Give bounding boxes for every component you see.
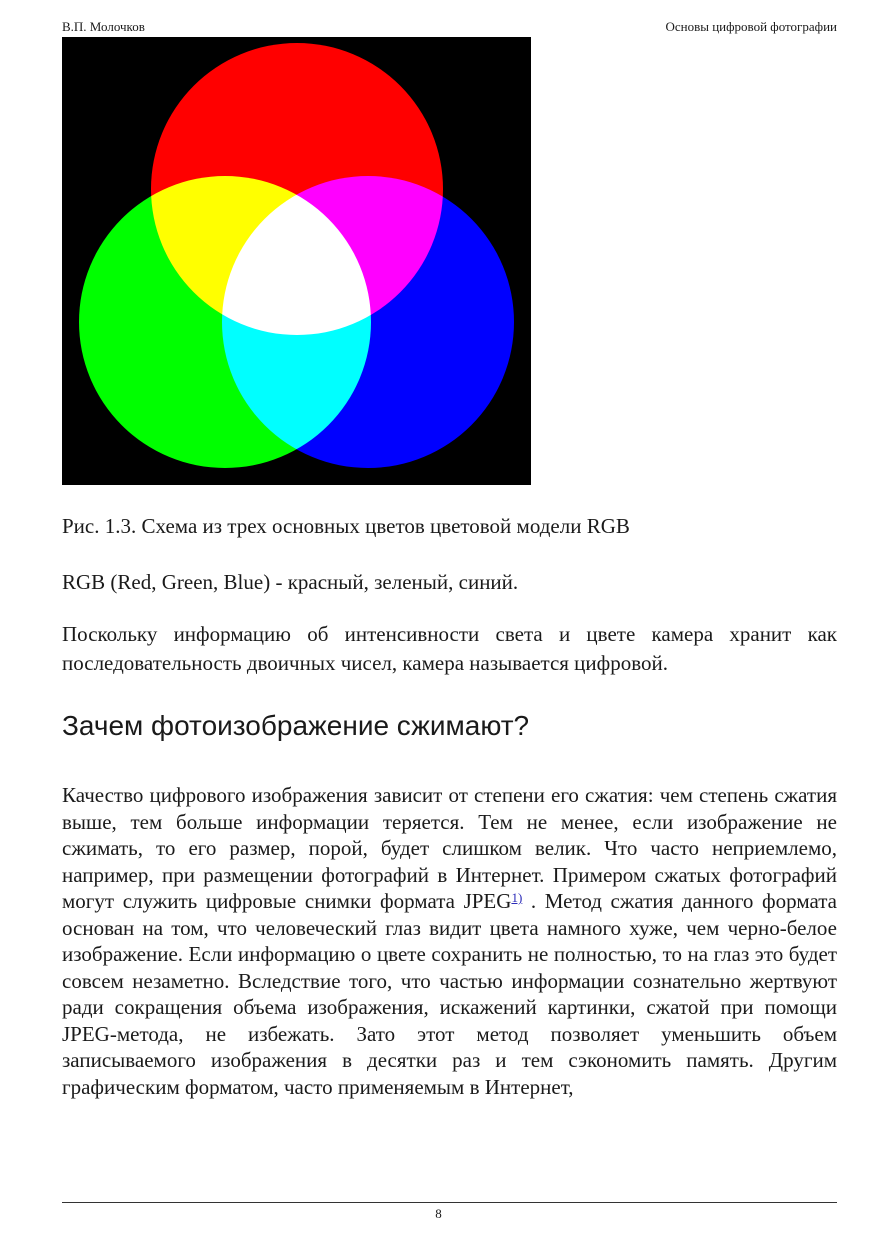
footnote-link[interactable]: 1)	[511, 890, 523, 905]
footer-divider	[62, 1202, 837, 1203]
rgb-circles-illustration	[62, 37, 531, 485]
header-author: В.П. Молочков	[62, 19, 145, 34]
blue-circle	[222, 176, 514, 468]
page-number: 8	[435, 1206, 442, 1221]
rgb-color-model-figure	[62, 37, 531, 485]
page-header	[62, 16, 837, 38]
paragraph-camera-digital: Поскольку информацию об интенсивности света и цвете камера хранит как последовательность двоичных чисел, камера называется цифровой.	[62, 622, 837, 675]
paragraph-compression-part2: . Метод сжатия данного формата основан на том, что человеческий глаз видит цвета намного хуже, чем черно-белое изображение. Если информацию о цвете сохранить не полностью, то на глаз это будет совсем незаметно. Вследствие того, что частью информации сознательно жертвуют ради сокращения объема изображения, искажений картинки, сжатой при помощи JPEG-метода, не избежать. Зато этот метод позволяет уменьшить объем записываемого изображения в десятки раз и тем сэкономить память. Другим графическим форматом, часто применяемым в Интернет,	[62, 889, 838, 1099]
paragraph-compression-part1: Качество цифрового изображения зависит от степени его сжатия: чем степень сжатия выше, тем больше информации теряется. Тем не менее, если изображение не сжимать, то его размер, порой, будет слишком велик. Что часто неприемлемо, например, при размещении фотографий в Интернет. Примером сжатых фотографий могут служить цифровые снимки формата JPEG	[62, 783, 837, 913]
rgb-legend-text: RGB (Red, Green, Blue) - красный, зеленый, синий.	[62, 570, 519, 594]
figure-caption: Рис. 1.3. Схема из трех основных цветов цветовой модели RGB	[62, 514, 630, 538]
paragraph-compression	[62, 782, 837, 1100]
section-heading: Зачем фотоизображение сжимают?	[62, 710, 530, 741]
header-book-title: Основы цифровой фотографии	[665, 19, 837, 34]
